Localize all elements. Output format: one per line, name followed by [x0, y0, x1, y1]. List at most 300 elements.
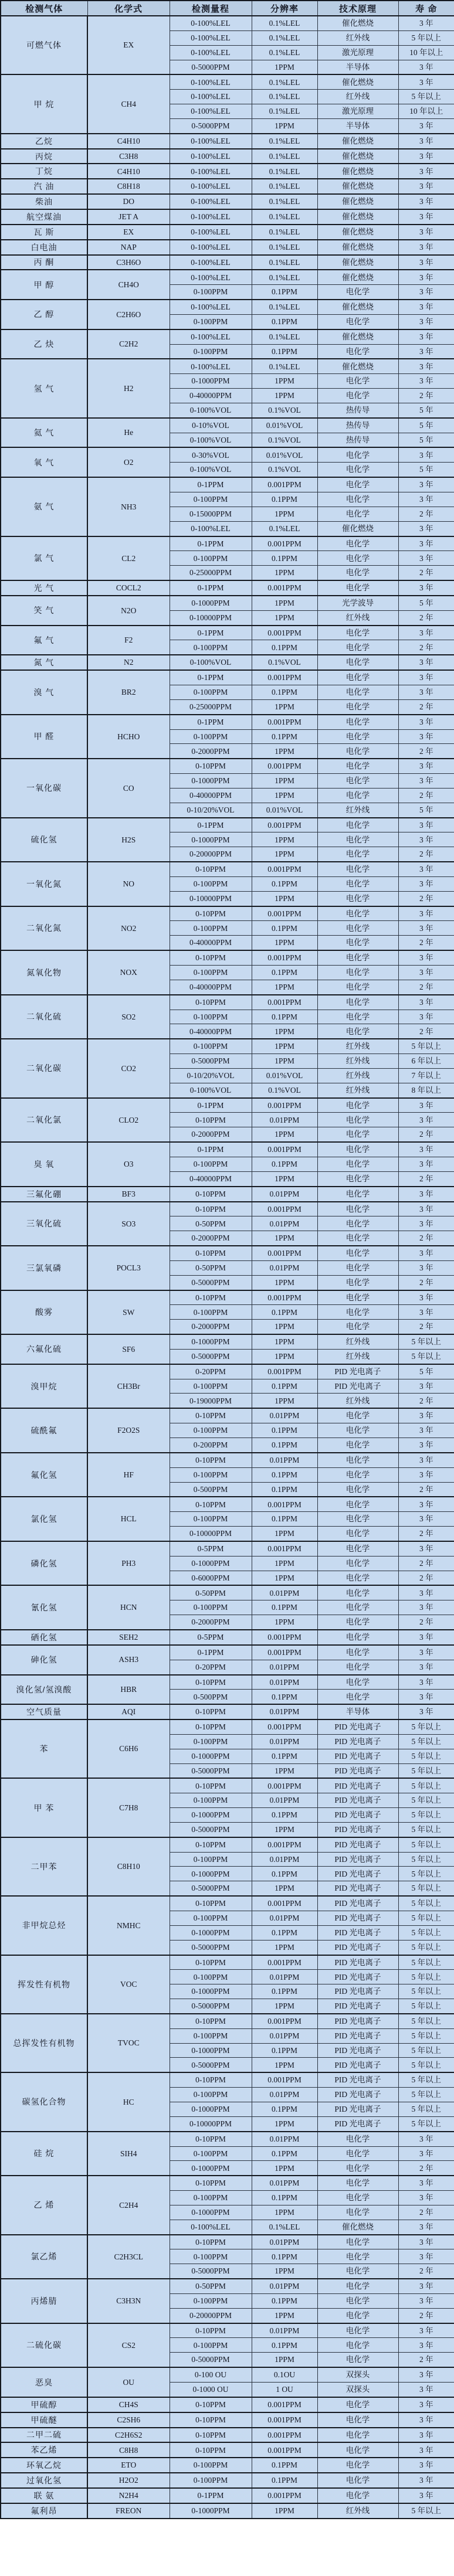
range-cell: 0-100PPM: [170, 1911, 252, 1926]
formula-cell: NMHC: [87, 1896, 170, 1955]
life-cell: 5 年: [398, 803, 454, 817]
range-cell: 0-5000PPM: [170, 1763, 252, 1778]
resolution-cell: 0.001PPM: [252, 1837, 317, 1852]
tech-cell: PID 光电离子: [317, 1808, 398, 1823]
formula-cell: F2O2S: [87, 1408, 170, 1453]
tech-cell: 双探头: [317, 2367, 398, 2382]
range-cell: 0-100PPM: [170, 2458, 252, 2473]
tech-cell: 催化燃烧: [317, 240, 398, 255]
life-cell: 3 年: [398, 1630, 454, 1645]
table-row: [1, 134, 454, 149]
tech-cell: PID 光电离子: [317, 1925, 398, 1940]
range-cell: 0-1000 OU: [170, 2383, 252, 2397]
formula-cell: BF3: [87, 1187, 170, 1202]
tech-cell: 半导体: [317, 1704, 398, 1719]
resolution-cell: 1PPM: [252, 1171, 317, 1186]
table-row: [1, 1497, 454, 1511]
table-row: [1, 1202, 454, 1216]
range-cell: 0-100PPM: [170, 1793, 252, 1808]
life-cell: 3 年: [398, 1704, 454, 1719]
range-cell: 0-10PPM: [170, 1453, 252, 1467]
gas-cell: 白电油: [1, 240, 87, 255]
life-cell: 5 年以上: [398, 2072, 454, 2087]
life-cell: 3 年: [398, 16, 454, 30]
resolution-cell: 0.001PPM: [252, 2072, 317, 2087]
gas-cell: 乙烷: [1, 134, 87, 149]
formula-cell: CH4: [87, 74, 170, 133]
life-cell: 3 年: [398, 329, 454, 344]
resolution-cell: 0.1%LEL: [252, 164, 317, 179]
gas-cell: 六氟化硫: [1, 1334, 87, 1364]
tech-cell: PID 光电离子: [317, 1837, 398, 1852]
resolution-cell: 0.1PPM: [252, 1157, 317, 1171]
tech-cell: 电化学: [317, 2353, 398, 2367]
resolution-cell: 1PPM: [252, 891, 317, 906]
resolution-cell: 1PPM: [252, 980, 317, 994]
life-cell: 2 年: [398, 640, 454, 655]
range-cell: 0-100PPM: [170, 1467, 252, 1482]
tech-cell: PID 光电离子: [317, 1822, 398, 1837]
formula-cell: He: [87, 418, 170, 448]
gas-cell: 恶臭: [1, 2367, 87, 2397]
range-cell: 0-1PPM: [170, 670, 252, 685]
tech-cell: PID 光电离子: [317, 1734, 398, 1749]
range-cell: 0-5000PPM: [170, 118, 252, 133]
formula-cell: EX: [87, 16, 170, 74]
gas-cell: 氯化氢: [1, 1497, 87, 1541]
resolution-cell: 0.01PPM: [252, 1675, 317, 1690]
resolution-cell: 0.01%VOL: [252, 418, 317, 433]
table-row: [1, 477, 454, 492]
life-cell: 3 年: [398, 1113, 454, 1127]
life-cell: 3 年: [398, 1585, 454, 1600]
gas-cell: 丁烷: [1, 164, 87, 179]
range-cell: 0-10PPM: [170, 950, 252, 965]
range-cell: 0-10PPM: [170, 1704, 252, 1719]
formula-cell: COCL2: [87, 580, 170, 596]
range-cell: 0-20000PPM: [170, 847, 252, 862]
life-cell: 3 年: [398, 1216, 454, 1231]
gas-cell: 过氧化氢: [1, 2473, 87, 2488]
life-cell: 3 年: [398, 2412, 454, 2428]
tech-cell: PID 光电离子: [317, 1881, 398, 1896]
tech-cell: 电化学: [317, 507, 398, 521]
formula-cell: DO: [87, 194, 170, 209]
range-cell: 0-100PPM: [170, 551, 252, 566]
life-cell: 5 年以上: [398, 1999, 454, 2014]
life-cell: 3 年: [398, 2338, 454, 2353]
range-cell: 0-15000PPM: [170, 507, 252, 521]
tech-cell: PID 光电离子: [317, 2088, 398, 2102]
formula-cell: CH4S: [87, 2397, 170, 2412]
tech-cell: 电化学: [317, 1527, 398, 1541]
life-cell: 3 年: [398, 1246, 454, 1260]
resolution-cell: 0.001PPM: [252, 1719, 317, 1734]
tech-cell: 电化学: [317, 1497, 398, 1511]
range-cell: 0-200PPM: [170, 1438, 252, 1453]
resolution-cell: 0.01PPM: [252, 2088, 317, 2102]
tech-cell: PID 光电离子: [317, 1379, 398, 1394]
resolution-cell: 0.001PPM: [252, 862, 317, 876]
resolution-cell: 1PPM: [252, 936, 317, 950]
tech-cell: PID 光电离子: [317, 2116, 398, 2131]
gas-cell: 碳氢化合物: [1, 2072, 87, 2131]
table-row: [1, 1334, 454, 1349]
range-cell: 0-10/20%VOL: [170, 803, 252, 817]
formula-cell: SF6: [87, 1334, 170, 1364]
resolution-cell: 0.01PPM: [252, 2132, 317, 2146]
tech-cell: 激光原理: [317, 104, 398, 119]
life-cell: 3 年: [398, 862, 454, 876]
resolution-cell: 0.1PPM: [252, 1925, 317, 1940]
life-cell: 5 年以上: [398, 1808, 454, 1823]
tech-cell: 电化学: [317, 847, 398, 862]
range-cell: 0-5000PPM: [170, 2264, 252, 2279]
range-cell: 0-2000PPM: [170, 1615, 252, 1630]
tech-cell: 电化学: [317, 463, 398, 477]
gas-cell: 乙 醇: [1, 300, 87, 329]
tech-cell: 电化学: [317, 1630, 398, 1645]
formula-cell: CH4O: [87, 270, 170, 300]
resolution-cell: 0.1%LEL: [252, 329, 317, 344]
resolution-cell: 0.01PPM: [252, 1453, 317, 1467]
tech-cell: PID 光电离子: [317, 1763, 398, 1778]
life-cell: 3 年: [398, 715, 454, 729]
tech-cell: 电化学: [317, 1157, 398, 1171]
life-cell: 3 年: [398, 2458, 454, 2473]
gas-cell: 环氧乙烷: [1, 2458, 87, 2473]
life-cell: 5 年以上: [398, 1749, 454, 1763]
resolution-cell: 0.001PPM: [252, 626, 317, 640]
life-cell: 5 年以上: [398, 1763, 454, 1778]
resolution-cell: 0.1%LEL: [252, 134, 317, 149]
resolution-cell: 0.001PPM: [252, 1778, 317, 1793]
tech-cell: 催化燃烧: [317, 194, 398, 209]
resolution-cell: 0.1PPM: [252, 685, 317, 699]
table-row: [1, 2428, 454, 2443]
range-cell: 0-100%LEL: [170, 16, 252, 30]
resolution-cell: 0.1%LEL: [252, 149, 317, 164]
range-cell: 0-1PPM: [170, 477, 252, 492]
table-row: [1, 329, 454, 344]
life-cell: 2 年: [398, 566, 454, 580]
tech-cell: 电化学: [317, 536, 398, 551]
range-cell: 0-100%LEL: [170, 104, 252, 119]
range-cell: 0-10PPM: [170, 2176, 252, 2190]
life-cell: 5 年: [398, 433, 454, 447]
tech-cell: 红外线: [317, 803, 398, 817]
tech-cell: 电化学: [317, 344, 398, 359]
life-cell: 5 年: [398, 463, 454, 477]
life-cell: 3 年: [398, 1305, 454, 1320]
range-cell: 0-1000PPM: [170, 1808, 252, 1823]
formula-cell: N2O: [87, 596, 170, 626]
tech-cell: 电化学: [317, 2279, 398, 2293]
resolution-cell: 1PPM: [252, 1527, 317, 1541]
life-cell: 5 年以上: [398, 1925, 454, 1940]
table-row: [1, 2235, 454, 2249]
formula-cell: EX: [87, 225, 170, 240]
tech-cell: 半导体: [317, 60, 398, 74]
tech-cell: 电化学: [317, 1010, 398, 1024]
tech-cell: 电化学: [317, 2442, 398, 2458]
formula-cell: C3H3N: [87, 2279, 170, 2323]
tech-cell: 电化学: [317, 995, 398, 1010]
header-formula: 化学式: [87, 1, 170, 16]
table-row: [1, 1630, 454, 1645]
resolution-cell: 0.01PPM: [252, 1585, 317, 1600]
table-row: [1, 2397, 454, 2412]
life-cell: 2 年: [398, 788, 454, 803]
tech-cell: 电化学: [317, 1453, 398, 1467]
life-cell: 3 年: [398, 1142, 454, 1157]
tech-cell: 电化学: [317, 774, 398, 789]
tech-cell: 电化学: [317, 1216, 398, 1231]
range-cell: 0-100PPM: [170, 729, 252, 744]
resolution-cell: 1PPM: [252, 1349, 317, 1364]
tech-cell: 电化学: [317, 670, 398, 685]
range-cell: 0-100 OU: [170, 2367, 252, 2382]
formula-cell: HBR: [87, 1675, 170, 1705]
tech-cell: 电化学: [317, 1275, 398, 1290]
life-cell: 3 年: [398, 906, 454, 921]
life-cell: 5 年以上: [398, 2028, 454, 2043]
range-cell: 0-25000PPM: [170, 566, 252, 580]
formula-cell: C6H6: [87, 1719, 170, 1778]
range-cell: 0-50PPM: [170, 1216, 252, 1231]
tech-cell: 电化学: [317, 374, 398, 389]
life-cell: 2 年: [398, 1127, 454, 1142]
resolution-cell: 1PPM: [252, 2353, 317, 2367]
tech-cell: PID 光电离子: [317, 1911, 398, 1926]
formula-cell: HC: [87, 2072, 170, 2131]
resolution-cell: 1PPM: [252, 2058, 317, 2072]
range-cell: 0-10PPM: [170, 1246, 252, 1260]
gas-cell: 氦 气: [1, 418, 87, 448]
resolution-cell: 0.01PPM: [252, 1911, 317, 1926]
life-cell: 3 年: [398, 2132, 454, 2146]
range-cell: 0-10000PPM: [170, 2116, 252, 2131]
range-cell: 0-10PPM: [170, 1675, 252, 1690]
life-cell: 3 年: [398, 655, 454, 670]
formula-cell: NAP: [87, 240, 170, 255]
table-row: [1, 300, 454, 314]
life-cell: 2 年: [398, 610, 454, 625]
tech-cell: 光学波导: [317, 596, 398, 610]
life-cell: 2 年: [398, 1527, 454, 1541]
tech-cell: 电化学: [317, 699, 398, 714]
tech-cell: 电化学: [317, 1127, 398, 1142]
tech-cell: 电化学: [317, 2293, 398, 2308]
tech-cell: PID 光电离子: [317, 1999, 398, 2014]
tech-cell: 电化学: [317, 1600, 398, 1615]
tech-cell: 红外线: [317, 1349, 398, 1364]
resolution-cell: 0.001PPM: [252, 906, 317, 921]
tech-cell: 热传导: [317, 433, 398, 447]
life-cell: 3 年: [398, 818, 454, 832]
tech-cell: 电化学: [317, 2176, 398, 2190]
range-cell: 0-1PPM: [170, 1645, 252, 1660]
range-cell: 0-100PPM: [170, 1512, 252, 1527]
resolution-cell: 0.001PPM: [252, 950, 317, 965]
tech-cell: PID 光电离子: [317, 1896, 398, 1911]
life-cell: 2 年: [398, 1394, 454, 1408]
resolution-cell: 0.1%LEL: [252, 270, 317, 284]
life-cell: 2 年: [398, 2308, 454, 2323]
resolution-cell: 0.1PPM: [252, 314, 317, 329]
resolution-cell: 0.1%VOL: [252, 433, 317, 447]
resolution-cell: 0.01PPM: [252, 1970, 317, 1984]
gas-cell: 氯乙烯: [1, 2235, 87, 2279]
range-cell: 0-100%LEL: [170, 300, 252, 314]
formula-cell: C2H6O: [87, 300, 170, 329]
resolution-cell: 0.1PPM: [252, 2473, 317, 2488]
formula-cell: N2H4: [87, 2488, 170, 2503]
formula-cell: CH3Br: [87, 1364, 170, 1409]
resolution-cell: 0.1%LEL: [252, 74, 317, 89]
table-row: [1, 2367, 454, 2382]
formula-cell: ETO: [87, 2458, 170, 2473]
life-cell: 5 年以上: [398, 1349, 454, 1364]
formula-cell: OU: [87, 2367, 170, 2397]
tech-cell: 电化学: [317, 2458, 398, 2473]
life-cell: 3 年: [398, 1423, 454, 1438]
resolution-cell: 0.01%VOL: [252, 1068, 317, 1083]
tech-cell: 电化学: [317, 2235, 398, 2249]
resolution-cell: 0.1%LEL: [252, 359, 317, 373]
table-row: [1, 2488, 454, 2503]
life-cell: 5 年: [398, 1364, 454, 1379]
range-cell: 0-1000PPM: [170, 1556, 252, 1571]
life-cell: 3 年: [398, 995, 454, 1010]
life-cell: 2 年: [398, 1231, 454, 1246]
resolution-cell: 0.1PPM: [252, 2146, 317, 2161]
life-cell: 3 年: [398, 1260, 454, 1275]
resolution-cell: 0.1PPM: [252, 1749, 317, 1763]
life-cell: 5 年以上: [398, 1778, 454, 1793]
formula-cell: TVOC: [87, 2014, 170, 2072]
resolution-cell: 0.001PPM: [252, 1246, 317, 1260]
life-cell: 3 年: [398, 921, 454, 936]
table-row: [1, 2323, 454, 2338]
tech-cell: 电化学: [317, 314, 398, 329]
gas-cell: 氧 气: [1, 447, 87, 477]
life-cell: 2 年: [398, 980, 454, 994]
life-cell: 5 年以上: [398, 1896, 454, 1911]
tech-cell: PID 光电离子: [317, 2014, 398, 2028]
range-cell: 0-100PPM: [170, 1010, 252, 1024]
table-row: [1, 2458, 454, 2473]
tech-cell: 电化学: [317, 818, 398, 832]
range-cell: 0-100PPM: [170, 1157, 252, 1171]
gas-cell: 丙烯腈: [1, 2279, 87, 2323]
life-cell: 3 年: [398, 1675, 454, 1690]
resolution-cell: 0.01PPM: [252, 2279, 317, 2293]
life-cell: 3 年: [398, 240, 454, 255]
tech-cell: PID 光电离子: [317, 2102, 398, 2116]
life-cell: 7 年以上: [398, 1068, 454, 1083]
range-cell: 0-100%LEL: [170, 359, 252, 373]
range-cell: 0-6000PPM: [170, 1571, 252, 1585]
resolution-cell: 0.001PPM: [252, 1290, 317, 1305]
tech-cell: 电化学: [317, 2308, 398, 2323]
table-row: [1, 418, 454, 433]
formula-cell: CO2: [87, 1039, 170, 1097]
header-row: [1, 1, 454, 16]
range-cell: 0-1PPM: [170, 580, 252, 596]
resolution-cell: 0.1PPM: [252, 285, 317, 300]
range-cell: 0-100PPM: [170, 1970, 252, 1984]
resolution-cell: 0.001PPM: [252, 995, 317, 1010]
life-cell: 5 年以上: [398, 1940, 454, 1955]
life-cell: 2 年: [398, 1615, 454, 1630]
life-cell: 5 年以上: [398, 1837, 454, 1852]
gas-cell: 砷化氢: [1, 1645, 87, 1675]
tech-cell: PID 光电离子: [317, 1793, 398, 1808]
tech-cell: PID 光电离子: [317, 1719, 398, 1734]
range-cell: 0-100PPM: [170, 314, 252, 329]
life-cell: 3 年: [398, 225, 454, 240]
life-cell: 3 年: [398, 1453, 454, 1467]
table-row: [1, 1645, 454, 1660]
life-cell: 3 年: [398, 832, 454, 847]
table-row: [1, 715, 454, 729]
resolution-cell: 0.001PPM: [252, 477, 317, 492]
resolution-cell: 0.001PPM: [252, 580, 317, 596]
resolution-cell: 1PPM: [252, 744, 317, 759]
resolution-cell: 0.001PPM: [252, 2014, 317, 2028]
tech-cell: 双探头: [317, 2383, 398, 2397]
range-cell: 0-100PPM: [170, 921, 252, 936]
life-cell: 2 年: [398, 1320, 454, 1334]
range-cell: 0-100PPM: [170, 2028, 252, 2043]
resolution-cell: 0.1PPM: [252, 1305, 317, 1320]
tech-cell: PID 光电离子: [317, 1970, 398, 1984]
life-cell: 3 年: [398, 1467, 454, 1482]
resolution-cell: 0.1%LEL: [252, 30, 317, 45]
life-cell: 3 年: [398, 2279, 454, 2293]
range-cell: 0-100PPM: [170, 2249, 252, 2264]
tech-cell: 催化燃烧: [317, 2220, 398, 2234]
gas-cell: 光 气: [1, 580, 87, 596]
life-cell: 5 年以上: [398, 1822, 454, 1837]
range-cell: 0-50PPM: [170, 1585, 252, 1600]
resolution-cell: 0.01PPM: [252, 1408, 317, 1423]
life-cell: 3 年: [398, 2367, 454, 2382]
life-cell: 5 年以上: [398, 1334, 454, 1349]
life-cell: 3 年: [398, 2383, 454, 2397]
formula-cell: H2: [87, 359, 170, 417]
tech-cell: 电化学: [317, 685, 398, 699]
table-row: [1, 2072, 454, 2087]
range-cell: 0-10PPM: [170, 1290, 252, 1305]
header-tech: 技术原理: [317, 1, 398, 16]
range-cell: 0-1PPM: [170, 626, 252, 640]
gas-cell: 甲硫醇: [1, 2397, 87, 2412]
life-cell: 5 年以上: [398, 1911, 454, 1926]
formula-cell: H2S: [87, 818, 170, 862]
tech-cell: 电化学: [317, 626, 398, 640]
range-cell: 0-100PPM: [170, 492, 252, 507]
range-cell: 0-1000PPM: [170, 1984, 252, 1999]
gas-cell: 瓦 斯: [1, 225, 87, 240]
tech-cell: 电化学: [317, 1571, 398, 1585]
resolution-cell: 1PPM: [252, 1822, 317, 1837]
formula-cell: C7H8: [87, 1778, 170, 1837]
table-row: [1, 596, 454, 610]
range-cell: 0-5000PPM: [170, 2058, 252, 2072]
range-cell: 0-1000PPM: [170, 1925, 252, 1940]
